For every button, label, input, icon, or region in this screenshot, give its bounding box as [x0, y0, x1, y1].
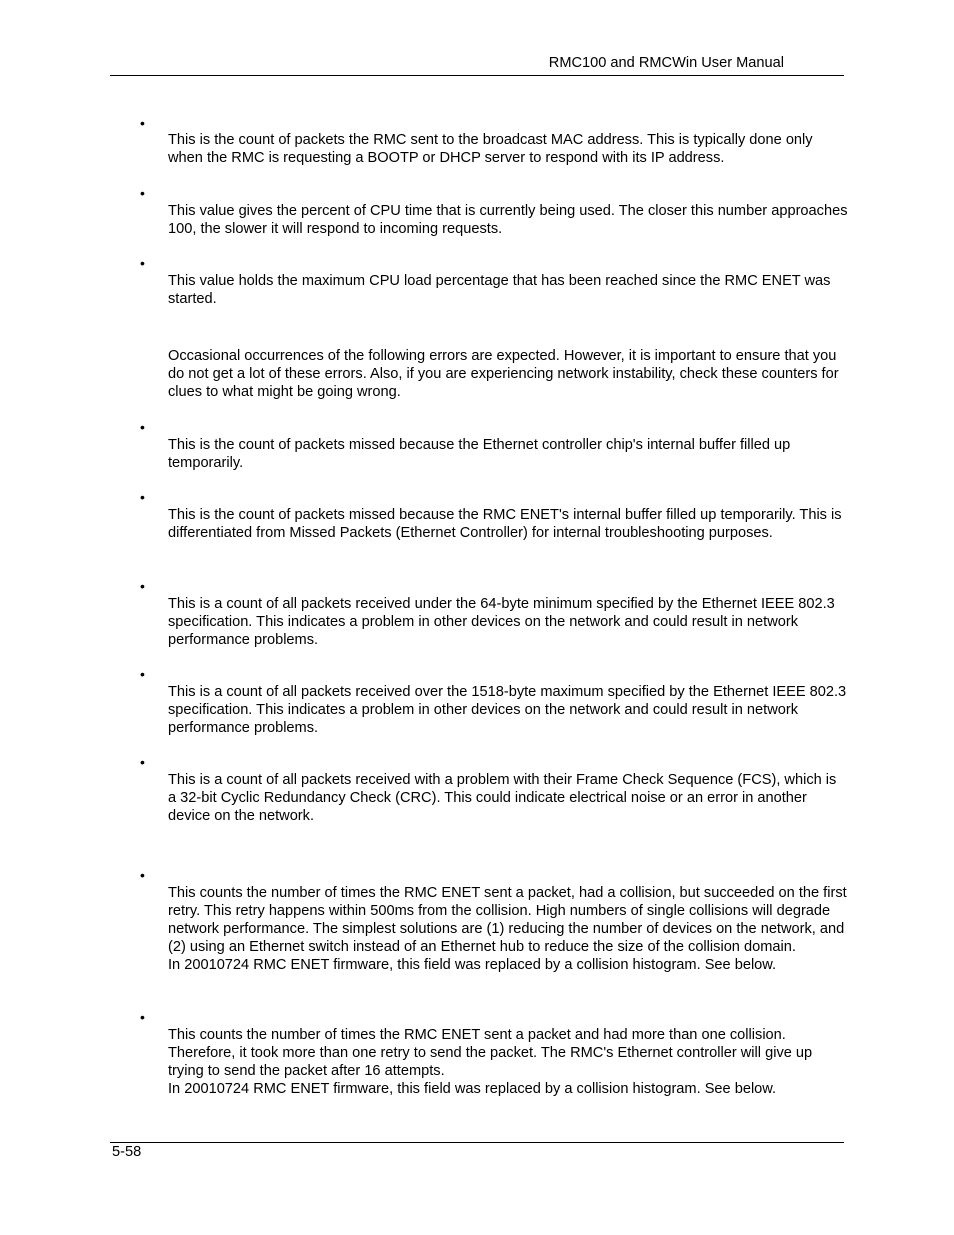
list-item [168, 884, 848, 974]
list-item [168, 436, 848, 472]
item-description: This is a count of all packets received with a problem with their Frame Check Sequence (FCS), which is a 32-bit Cyclic Redundancy Check (CRC). This could indicate electrical noise or an error in another device on the network. [168, 772, 837, 825]
item-description: This is the count of packets missed because the Ethernet controller chip's internal buffer filled up temporarily. [168, 437, 791, 472]
list-item [168, 771, 848, 825]
item-note: In 20010724 RMC ENET firmware, this field was replaced by a collision histogram. See below. [168, 957, 777, 974]
bullet: • [140, 185, 145, 201]
bullet: • [140, 1009, 145, 1025]
header-title: RMC100 and RMCWin User Manual [548, 55, 784, 71]
header-rule [110, 75, 844, 76]
bullet: • [140, 754, 145, 770]
list-item [168, 506, 848, 542]
bullet: • [140, 115, 145, 131]
item-description: This value gives the percent of CPU time that is currently being used. The closer this number approaches 100, the slower it will respond to incoming requests. [168, 203, 848, 238]
item-note: In 20010724 RMC ENET firmware, this field was replaced by a collision histogram. See below. [168, 1081, 777, 1098]
item-description: This is a count of all packets received under the 64-byte minimum specified by the Ethernet IEEE 802.3 specification. This indicates a problem in other devices on the network and could result in network performance problems. [168, 596, 835, 649]
list-item [168, 202, 848, 238]
list-item [168, 1026, 848, 1098]
list-item [168, 272, 848, 308]
list-item [168, 131, 848, 167]
item-description: This is a count of all packets received over the 1518-byte maximum specified by the Ethernet IEEE 802.3 specification. This indicates a problem in other devices on the network and could result in network performance problems. [168, 684, 847, 737]
intro-text: Occasional occurrences of the following errors are expected. However, it is important to ensure that you do not get a lot of these errors. Also, if you are experiencing network instability, check these counters for clues to what might be going wrong. [168, 348, 839, 401]
intro-paragraph [168, 347, 848, 401]
page-number: 5-58 [112, 1144, 142, 1160]
item-description: This counts the number of times the RMC ENET sent a packet and had more than one collision. Therefore, it took more than one retry to send the packet. The RMC's Ethernet controller will give up trying to send the packet after 16 attempts. [168, 1027, 813, 1080]
item-description: This value holds the maximum CPU load percentage that has been reached since the RMC ENET was started. [168, 273, 831, 308]
bullet: • [140, 489, 145, 505]
list-item [168, 595, 848, 649]
bullet: • [140, 255, 145, 271]
item-description: This counts the number of times the RMC ENET sent a packet, had a collision, but succeeded on the first retry. This retry happens within 500ms from the collision. High numbers of single collisions will degrade network performance. The simplest solutions are (1) reducing the number of devices on the network, and (2) using an Ethernet switch instead of an Ethernet hub to reduce the size of the collision domain. [168, 885, 847, 956]
bullet: • [140, 578, 145, 594]
bullet: • [140, 666, 145, 682]
bullet: • [140, 867, 145, 883]
item-description: This is the count of packets missed because the RMC ENET's internal buffer filled up temporarily. This is differentiated from Missed Packets (Ethernet Controller) for internal troubleshooting purposes. [168, 507, 842, 542]
item-description: This is the count of packets the RMC sent to the broadcast MAC address. This is typically done only when the RMC is requesting a BOOTP or DHCP server to respond with its IP address. [168, 132, 813, 167]
footer-rule [110, 1142, 844, 1143]
bullet: • [140, 419, 145, 435]
list-item [168, 683, 848, 737]
